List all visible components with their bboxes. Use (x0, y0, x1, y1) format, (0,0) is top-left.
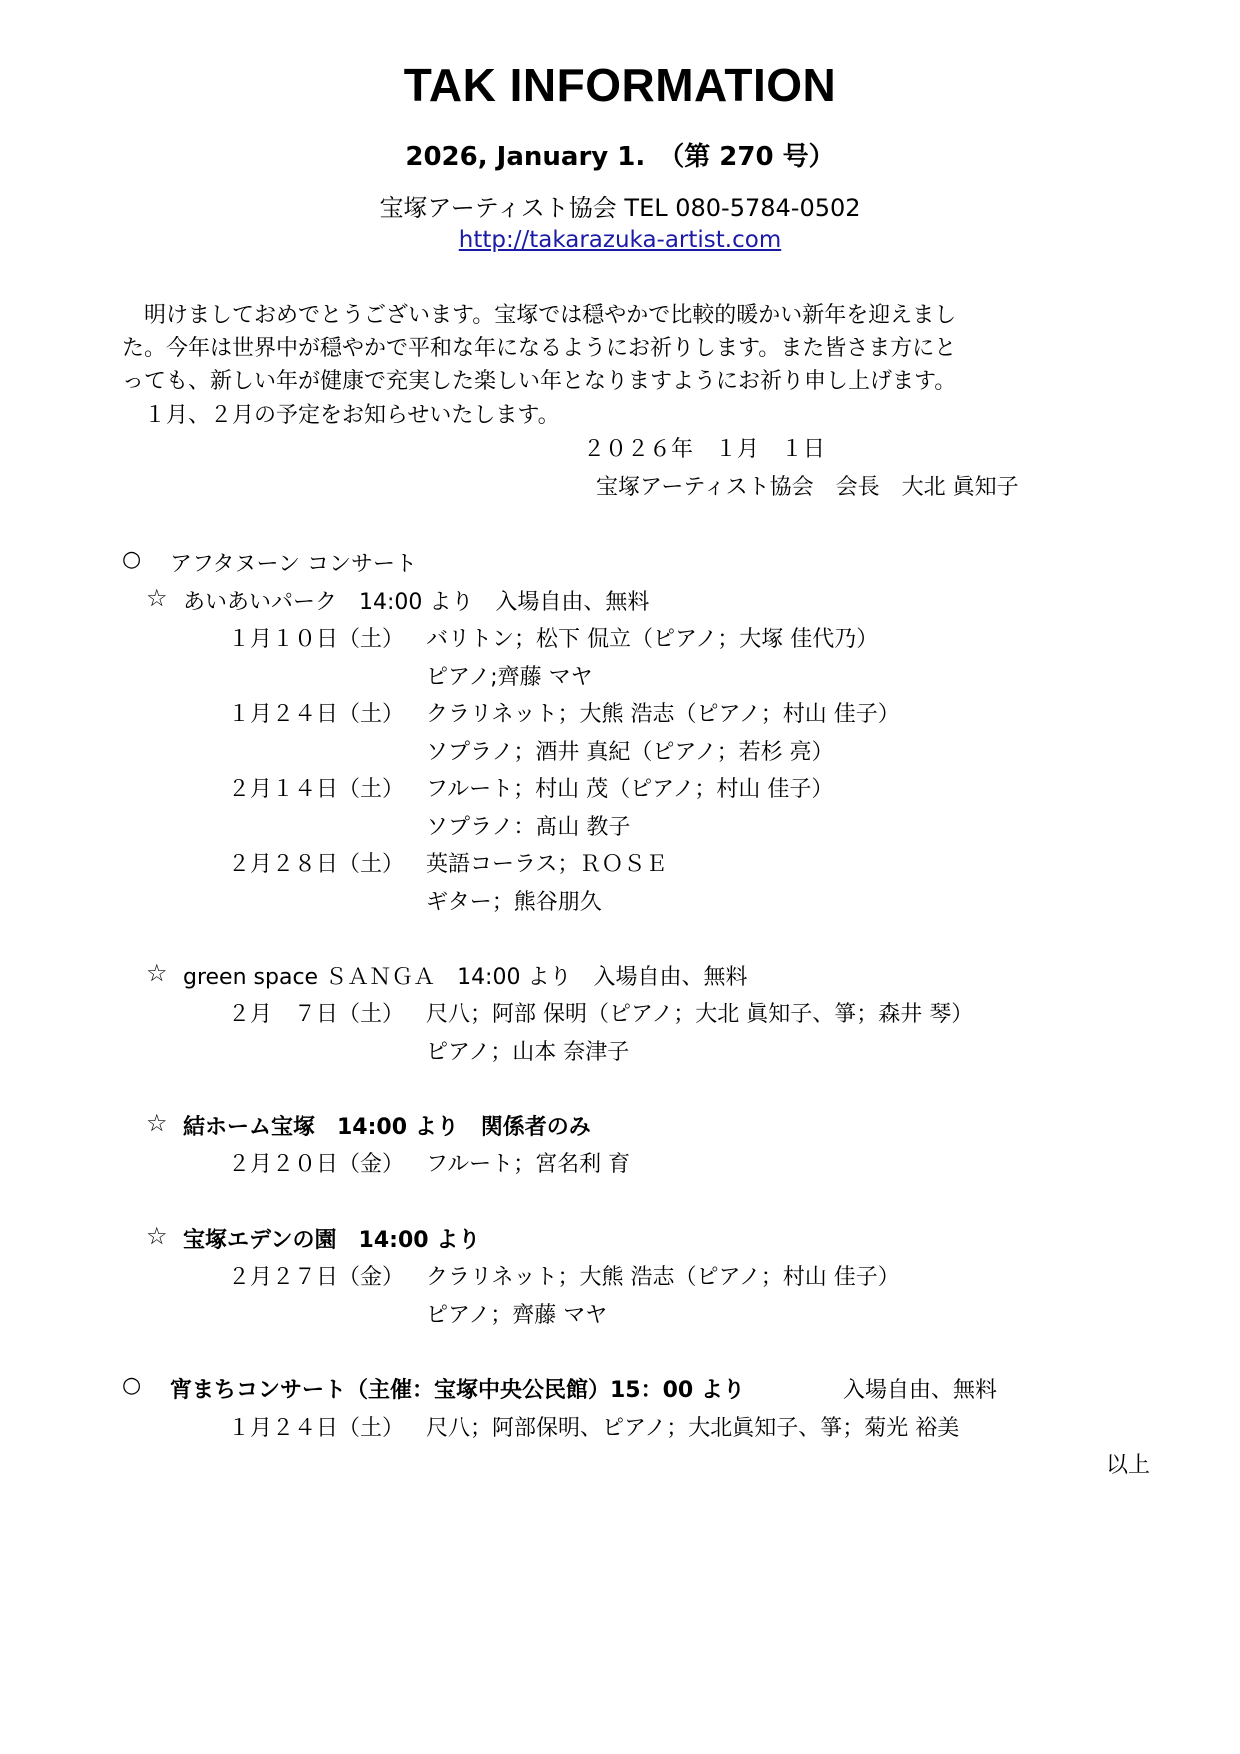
entry-performer: 尺八；阿部 保明（ピアノ；大北 眞知子、箏；森井 琴） (426, 1002, 974, 1027)
venue-title: green space ＳＡＮＧＡ 14:00 より 入場自由、無料 (183, 965, 748, 990)
issue-date: 2026, January 1. （第 270 号） (405, 142, 835, 172)
star-icon: ☆ (146, 1109, 168, 1137)
bullet-circle: ○ (122, 547, 142, 572)
page-title: TAK INFORMATION (403, 59, 837, 111)
entry-performer: ピアノ；山本 奈津子 (426, 1040, 630, 1065)
entry-date: ２月２８日（土） (228, 852, 405, 877)
website-link-text[interactable]: http://takarazuka-artist.com (458, 227, 782, 253)
entry-performer: ピアノ；齊藤 マヤ (426, 1303, 608, 1328)
entry-performer: クラリネット；大熊 浩志（ピアノ；村山 佳子） (426, 702, 900, 727)
entry-performer: 尺八；阿部保明、ピアノ；大北眞知子、箏；菊光 裕美 (426, 1416, 960, 1441)
organization-contact: 宝塚アーティスト協会 TEL 080-5784-0502 (379, 194, 861, 222)
entry-date: ２月２０日（金） (228, 1152, 405, 1177)
entry-date: １月２４日（土） (228, 702, 405, 727)
letter-date: ２０２６年 １月 １日 (583, 437, 826, 462)
signature: 宝塚アーティスト協会 会長 大北 眞知子 (596, 475, 1019, 500)
entry-date: １月２４日（土） (228, 1416, 405, 1441)
star-icon: ☆ (146, 1222, 168, 1250)
intro-line: た。今年は世界中が穏やかで平和な年になるようにお祈りします。また皆さま方にと (122, 336, 957, 361)
entry-performer: 英語コーラス；ＲＯＳＥ (426, 852, 668, 877)
intro-line: 明けましておめでとうございます。宝塚では穏やかで比較的暖かい新年を迎えまし (122, 303, 957, 328)
entry-date: １月１０日（土） (228, 627, 405, 652)
section-heading: アフタヌーン コンサート (170, 552, 418, 577)
entry-date: ２月１４日（土） (228, 777, 405, 802)
bullet-circle: ○ (122, 1373, 142, 1398)
closing-mark: 以上 (1106, 1453, 1151, 1478)
intro-line: っても、新しい年が健康で充実した楽しい年となりますようにお祈り申し上げます。 (122, 369, 957, 394)
entry-performer: フルート；村山 茂（ピアノ；村山 佳子） (426, 777, 834, 802)
venue-title: 宝塚エデンの園 14:00 より (183, 1228, 481, 1253)
entry-performer: ピアノ;齊藤 マヤ (426, 665, 593, 690)
entry-performer: ソプラノ；酒井 真紀（ピアノ；若杉 亮） (426, 740, 834, 765)
admission-note: 入場自由、無料 (843, 1378, 998, 1403)
entry-performer: ギター；熊谷朋久 (426, 890, 602, 915)
intro-line: １月、２月の予定をお知らせいたします。 (122, 403, 560, 428)
section-heading: 宵まちコンサート（主催：宝塚中央公民館）15：00 より (170, 1378, 745, 1403)
entry-date: ２月 ７日（土） (228, 1002, 405, 1027)
entry-performer: バリトン；松下 侃立（ピアノ；大塚 佳代乃） (426, 627, 879, 652)
star-icon: ☆ (146, 584, 168, 612)
website-link[interactable] (0, 227, 1240, 253)
entry-performer: クラリネット；大熊 浩志（ピアノ；村山 佳子） (426, 1265, 900, 1290)
entry-date: ２月２７日（金） (228, 1265, 405, 1290)
entry-performer: ソプラノ：髙山 教子 (426, 815, 631, 840)
star-icon: ☆ (146, 959, 168, 987)
venue-title: 結ホーム宝塚 14:00 より 関係者のみ (183, 1115, 591, 1140)
venue-title: あいあいパーク 14:00 より 入場自由、無料 (183, 590, 650, 615)
entry-performer: フルート；宮名利 育 (426, 1152, 631, 1177)
